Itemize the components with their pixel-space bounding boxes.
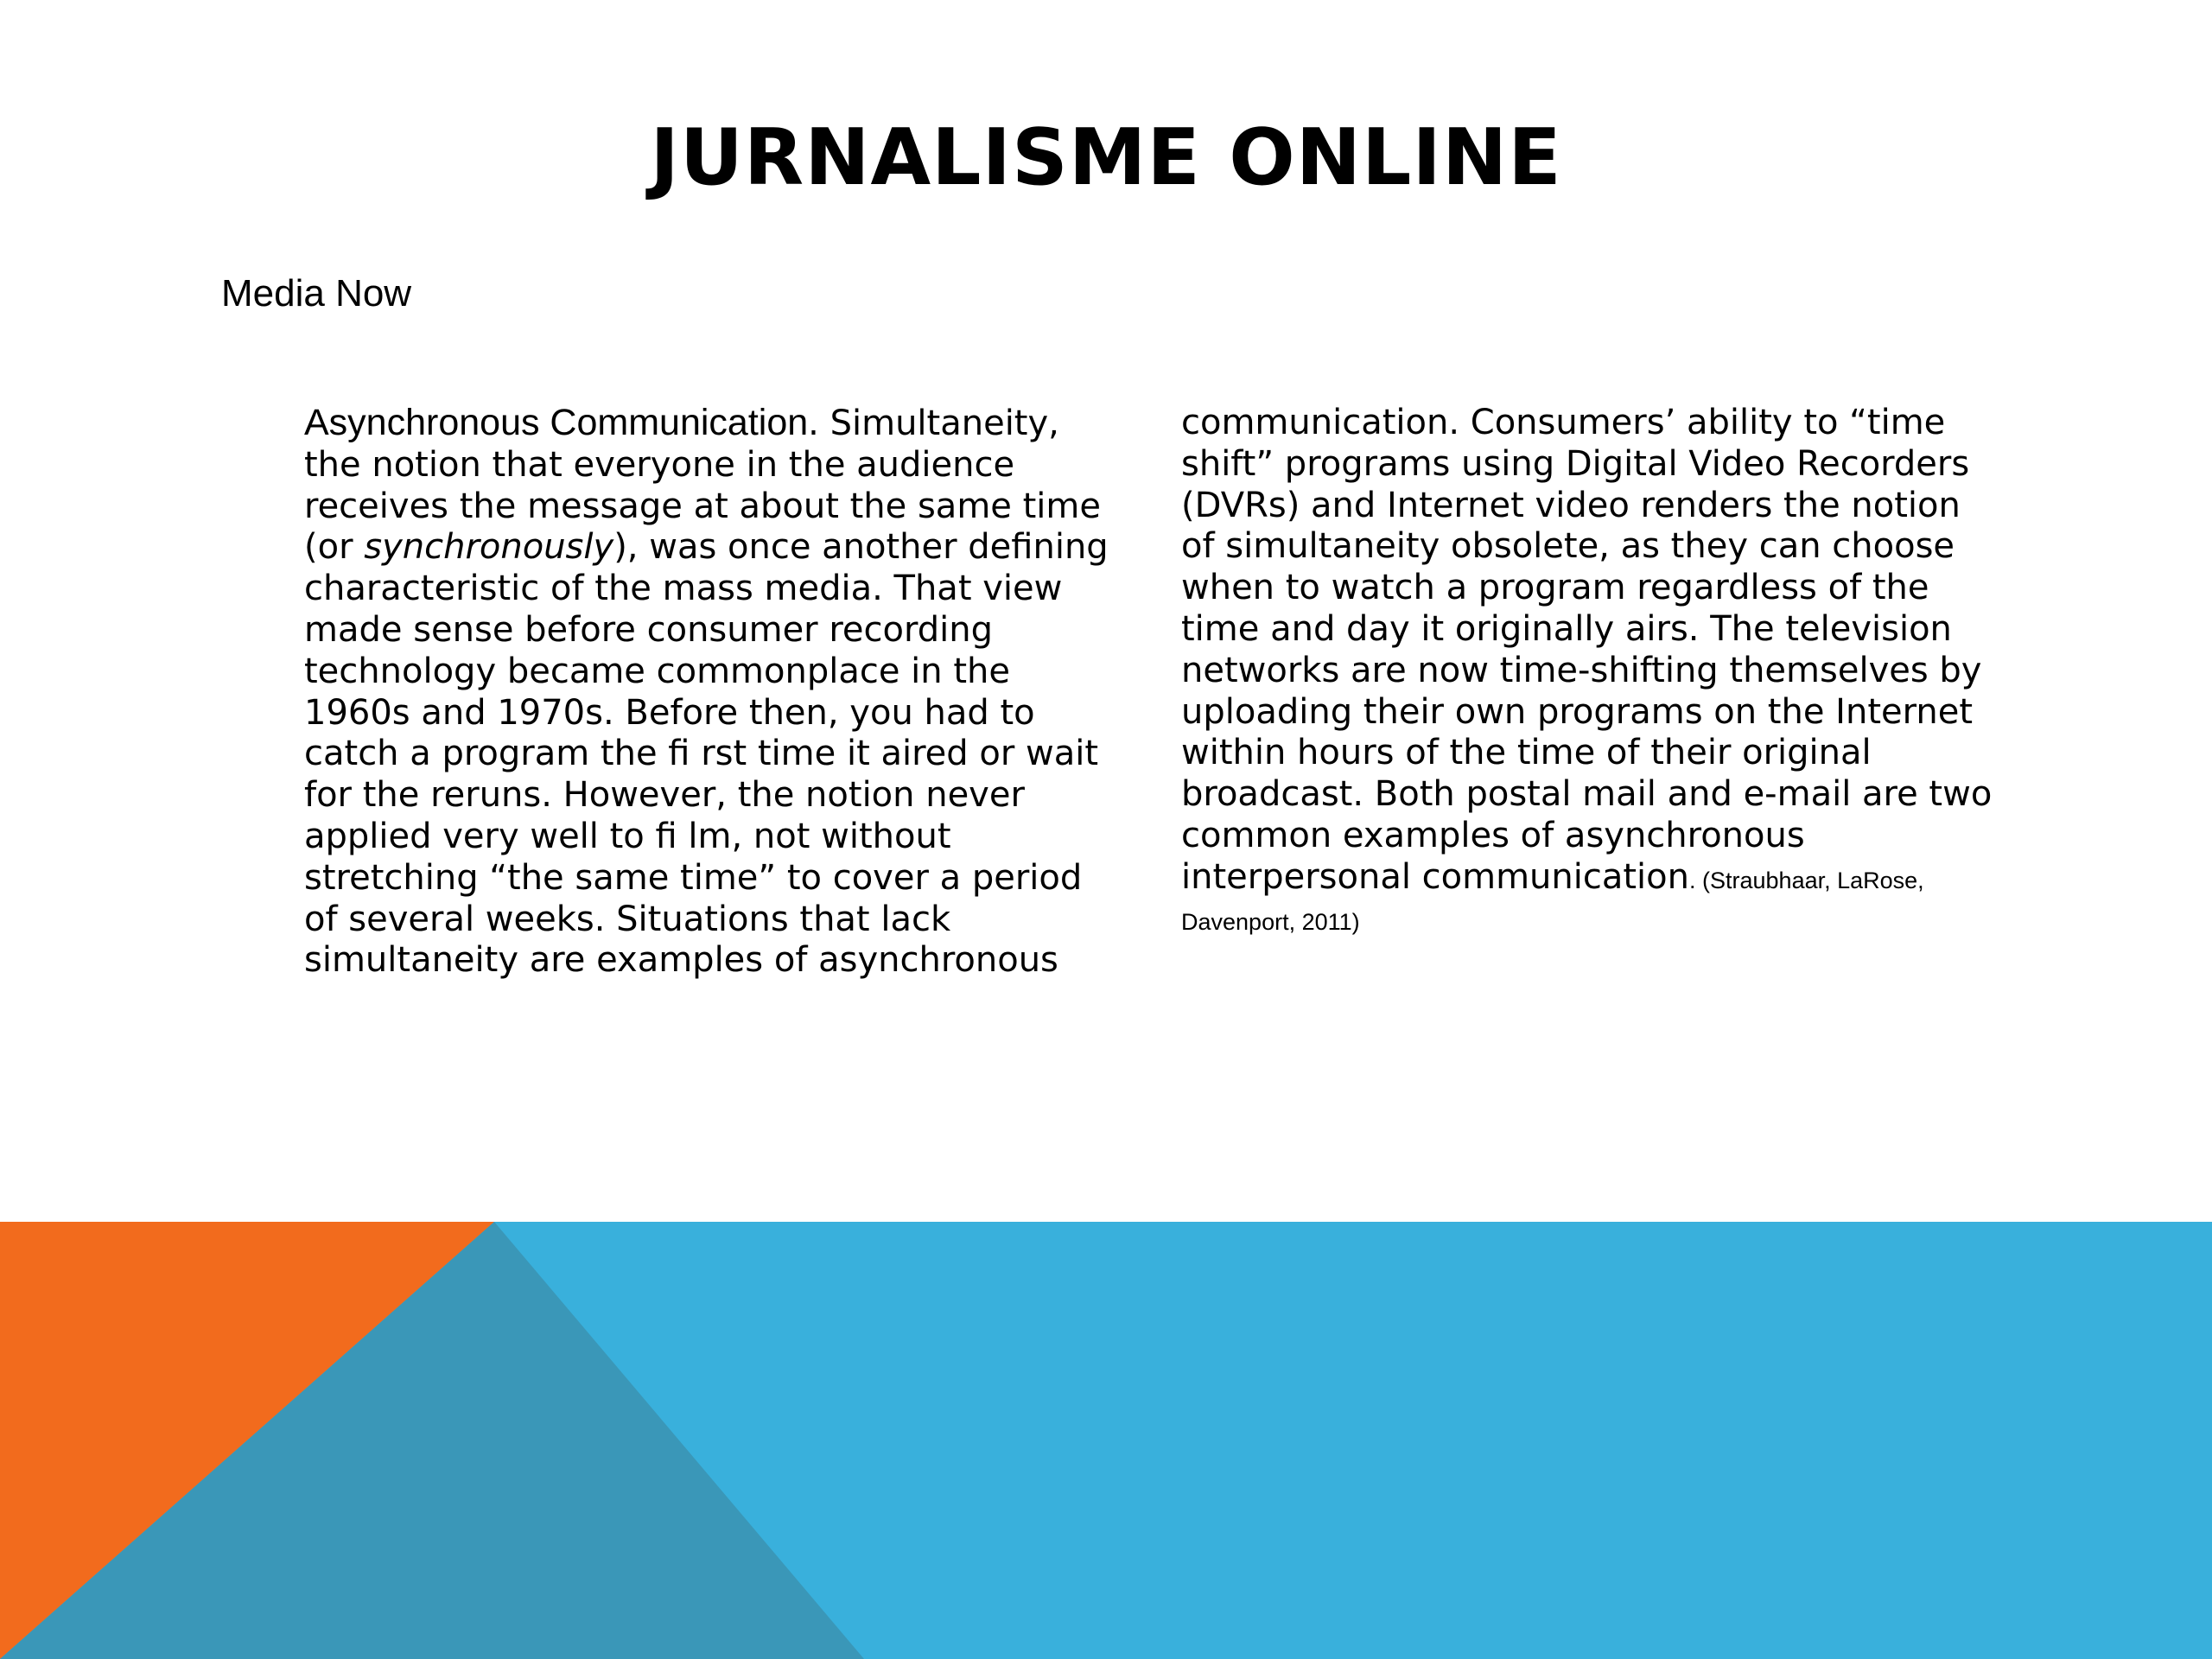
- body-text: [304, 403, 1998, 990]
- slide-title: JURNALISME ONLINE: [650, 112, 1562, 203]
- citation-period: .: [1689, 867, 1696, 893]
- body-text-part-2: ), was once another defining characteristic of the mass media. That view made sense before consumer recording technology became commonplace in the 1960s and 1970s. Before then, you had to catch a program the fi rst time it aired or wait for the reruns. However, the notion never applied very well to fi lm, not without stretching “the same time” to cover a period of several weeks. Situations that lack simultaneity are examples of asynchronous communication. Consumers’ ability to “time shift” programs using Digital Video Recorders (DVRs) and Internet video renders the notion of simultaneity obsolete, as they can choose when to watch a program regardless of the time and day it originally airs. The television networks are now time-shifting themselves by uploading their own programs on the Internet within hours of the time of their original broadcast. Both postal mail and e-mail are two common examples of asynchronous interpersonal communication: [304, 403, 1993, 981]
- lead-term: Asynchronous Communication: [304, 402, 809, 443]
- italic-term: synchronously: [364, 527, 614, 568]
- slide-subtitle: Media Now: [221, 272, 412, 315]
- decorative-footer-shapes: [0, 1222, 2212, 1659]
- citation: (Straubhaar, LaRose, Davenport, 2011): [1181, 867, 1924, 935]
- body-paragraph: [304, 403, 1998, 990]
- body-text-part-1: . Simultaneity, the notion that everyone in the audience receives the message at about the same time (or: [304, 404, 1101, 568]
